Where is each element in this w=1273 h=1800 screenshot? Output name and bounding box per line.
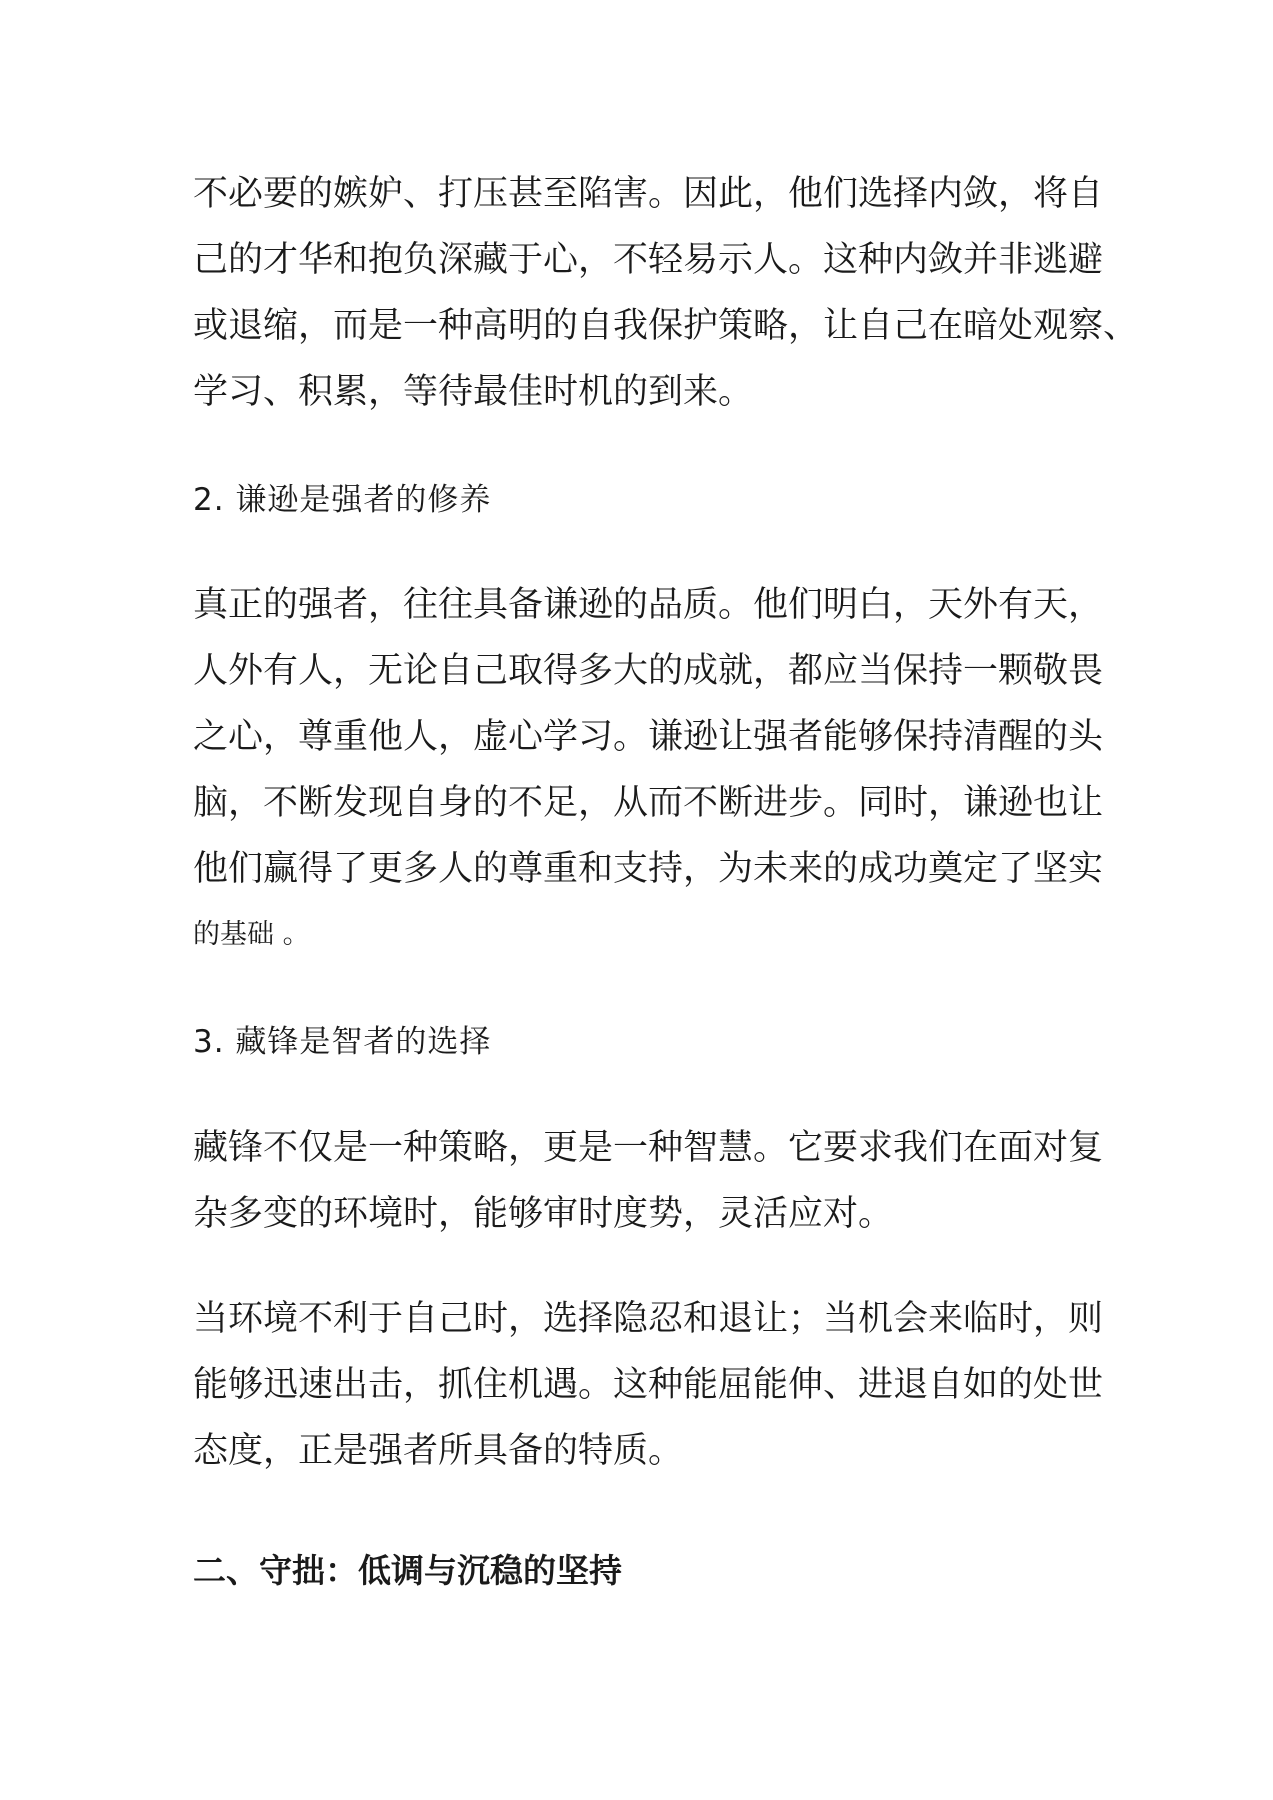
section-heading <box>193 1538 1093 1604</box>
paragraph-line: 学习、积累，等待最佳时机的到来。 <box>193 372 754 412</box>
paragraph-line: 他们赢得了更多人的尊重和支持，为未来的成功奠定了坚实 <box>193 849 1104 889</box>
paragraph-line: 之心，尊重他人，虚心学习。谦逊让强者能够保持清醒的头 <box>193 717 1104 757</box>
paragraph-line: 态度，正是强者所具备的特质。 <box>193 1431 684 1471</box>
paragraph-line: 己的才华和抱负深藏于心，不轻易示人。这种内敛并非逃避 <box>193 240 1104 280</box>
paragraph-line: 当环境不利于自己时，选择隐忍和退让；当机会来临时，则 <box>193 1299 1104 1339</box>
paragraph-1 <box>193 161 1139 425</box>
paragraph-2 <box>193 572 1104 968</box>
paragraph-3 <box>193 1115 1104 1247</box>
paragraph-line: 或退缩，而是一种高明的自我保护策略，让自己在暗处观察、 <box>193 306 1139 346</box>
paragraph-line: 杂多变的环境时，能够审时度势，灵活应对。 <box>193 1194 894 1234</box>
paragraph-4 <box>193 1286 1104 1484</box>
paragraph-line: 脑，不断发现自身的不足，从而不断进步。同时，谦逊也让 <box>193 783 1104 823</box>
subheading-3 <box>193 1009 1093 1075</box>
paragraph-line: 真正的强者，往往具备谦逊的品质。他们明白，天外有天， <box>193 585 1104 625</box>
section-heading-text: 二、守拙：低调与沉稳的坚持 <box>193 1551 622 1590</box>
subheading-text: 2. 谦逊是强者的修养 <box>193 482 492 518</box>
paragraph-line: 的基础 。 <box>193 919 310 950</box>
paragraph-line: 不必要的嫉妒、打压甚至陷害。因此，他们选择内敛，将自 <box>193 174 1104 214</box>
subheading-text: 3. 藏锋是智者的选择 <box>193 1024 492 1060</box>
paragraph-line: 能够迅速出击，抓住机遇。这种能屈能伸、进退自如的处世 <box>193 1365 1104 1405</box>
paragraph-line: 藏锋不仅是一种策略，更是一种智慧。它要求我们在面对复 <box>193 1128 1104 1168</box>
subheading-2 <box>193 467 1093 533</box>
paragraph-line: 人外有人，无论自己取得多大的成就，都应当保持一颗敬畏 <box>193 651 1104 691</box>
